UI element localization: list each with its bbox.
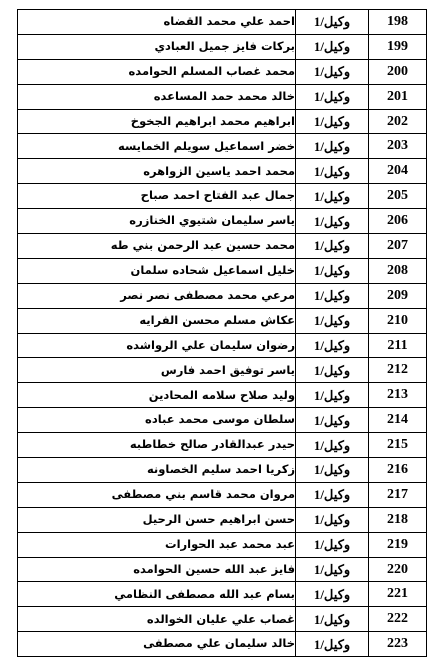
rank-text: وكيل/1 — [313, 288, 351, 304]
rank-text: وكيل/1 — [313, 213, 351, 229]
row-number-cell: 221 — [369, 582, 427, 607]
rank-cell — [296, 159, 369, 184]
table-row — [18, 84, 427, 109]
table-row — [18, 507, 427, 532]
name-cell: سلطان موسى محمد عباده — [18, 408, 296, 433]
name-cell: محمد احمد ياسين الزواهره — [18, 159, 296, 184]
row-number-cell: 207 — [369, 234, 427, 259]
rank-text: وكيل/1 — [313, 338, 351, 354]
table-row — [18, 458, 427, 483]
rank-text: وكيل/1 — [313, 138, 351, 154]
name-cell: زكريا احمد سليم الخصاونه — [18, 458, 296, 483]
table-row — [18, 557, 427, 582]
row-number-cell: 210 — [369, 308, 427, 333]
table-row — [18, 383, 427, 408]
rank-text: وكيل/1 — [313, 362, 351, 378]
rank-text: وكيل/1 — [313, 636, 351, 652]
rank-cell — [296, 333, 369, 358]
table-row — [18, 184, 427, 209]
name-cell: حيدر عبدالقادر صالح خطاطبه — [18, 433, 296, 458]
rank-text: وكيل/1 — [313, 263, 351, 279]
row-number-cell: 198 — [369, 10, 427, 35]
table-row — [18, 582, 427, 607]
name-cell: خالد محمد حمد المساعده — [18, 84, 296, 109]
row-number-cell: 222 — [369, 607, 427, 632]
name-cell: رضوان سليمان علي الرواشده — [18, 333, 296, 358]
name-cell: خضر اسماعيل سويلم الخمايسه — [18, 134, 296, 159]
row-number-cell: 215 — [369, 433, 427, 458]
table-row — [18, 482, 427, 507]
row-number-cell: 208 — [369, 258, 427, 283]
rank-cell — [296, 607, 369, 632]
row-number-cell: 220 — [369, 557, 427, 582]
rank-text: وكيل/1 — [313, 462, 351, 478]
rank-text: وكيل/1 — [313, 114, 351, 129]
row-number-cell: 205 — [369, 184, 427, 209]
row-number-cell: 216 — [369, 458, 427, 483]
rank-text: وكيل/1 — [313, 89, 351, 105]
row-number-cell: 219 — [369, 532, 427, 557]
table-row — [18, 532, 427, 557]
table-row — [18, 59, 427, 84]
name-cell: محمد غصاب المسلم الحوامده — [18, 59, 296, 84]
table-row — [18, 258, 427, 283]
table-row — [18, 632, 427, 657]
rank-text: وكيل/1 — [313, 611, 351, 627]
table-row — [18, 408, 427, 433]
row-number-cell: 209 — [369, 283, 427, 308]
row-number-cell: 202 — [369, 109, 427, 134]
personnel-table-body — [18, 10, 427, 657]
rank-cell — [296, 482, 369, 507]
table-row — [18, 283, 427, 308]
rank-cell — [296, 234, 369, 259]
name-cell: خليل اسماعيل شحاده سلمان — [18, 258, 296, 283]
rank-text: وكيل/1 — [313, 387, 351, 403]
personnel-table — [17, 9, 427, 657]
rank-cell — [296, 383, 369, 408]
name-cell: بركات فايز جميل العبادي — [18, 34, 296, 59]
name-cell: مرعي محمد مصطفى نصر نصر — [18, 283, 296, 308]
name-cell: ياسر سليمان شتيوي الخنازره — [18, 209, 296, 234]
rank-cell — [296, 10, 369, 35]
rank-cell — [296, 532, 369, 557]
row-number-cell: 203 — [369, 134, 427, 159]
table-row — [18, 34, 427, 59]
table-row — [18, 607, 427, 632]
table-row — [18, 308, 427, 333]
row-number-cell: 214 — [369, 408, 427, 433]
table-row — [18, 10, 427, 35]
row-number-cell: 211 — [369, 333, 427, 358]
rank-cell — [296, 458, 369, 483]
rank-text: وكيل/1 — [313, 238, 351, 254]
rank-text: وكيل/1 — [313, 562, 351, 578]
name-cell: جمال عبد الفتاح احمد صباح — [18, 184, 296, 209]
rank-text: وكيل/1 — [313, 188, 351, 204]
rank-text: وكيل/1 — [313, 437, 351, 453]
table-row — [18, 109, 427, 134]
name-cell: عكاش مسلم محسن الفرايه — [18, 308, 296, 333]
row-number-cell: 213 — [369, 383, 427, 408]
name-cell: ابراهيم محمد ابراهيم الجخوخ — [18, 109, 296, 134]
row-number-cell: 199 — [369, 34, 427, 59]
table-row — [18, 159, 427, 184]
rank-text: وكيل/1 — [313, 14, 351, 30]
rank-cell — [296, 408, 369, 433]
rank-cell — [296, 283, 369, 308]
rank-cell — [296, 557, 369, 582]
rank-cell — [296, 209, 369, 234]
rank-cell — [296, 582, 369, 607]
rank-text: وكيل/1 — [313, 487, 351, 503]
rank-cell — [296, 258, 369, 283]
rank-text: وكيل/1 — [313, 512, 351, 528]
table-row — [18, 333, 427, 358]
name-cell: مروان محمد قاسم بني مصطفى — [18, 482, 296, 507]
name-cell: خالد سليمان علي مصطفى — [18, 632, 296, 657]
name-cell: احمد علي محمد القضاه — [18, 10, 296, 35]
rank-cell — [296, 433, 369, 458]
name-cell: حسن ابراهيم حسن الرحيل — [18, 507, 296, 532]
row-number-cell: 204 — [369, 159, 427, 184]
rank-text: وكيل/1 — [313, 39, 351, 55]
table-row — [18, 234, 427, 259]
table-row — [18, 433, 427, 458]
rank-cell — [296, 34, 369, 59]
name-cell: عبد محمد عبد الحوارات — [18, 532, 296, 557]
name-cell: غصاب علي عليان الخوالده — [18, 607, 296, 632]
rank-cell — [296, 109, 369, 134]
rank-text: وكيل/1 — [313, 537, 351, 553]
name-cell: محمد حسين عبد الرحمن بني طه — [18, 234, 296, 259]
row-number-cell: 218 — [369, 507, 427, 532]
rank-cell — [296, 184, 369, 209]
rank-cell — [296, 358, 369, 383]
rank-text: وكيل/1 — [313, 313, 351, 329]
row-number-cell: 223 — [369, 632, 427, 657]
rank-cell — [296, 134, 369, 159]
table-row — [18, 358, 427, 383]
rank-text: وكيل/1 — [313, 64, 351, 80]
rank-cell — [296, 308, 369, 333]
row-number-cell: 217 — [369, 482, 427, 507]
table-row — [18, 134, 427, 159]
name-cell: ياسر توفيق احمد فارس — [18, 358, 296, 383]
row-number-cell: 201 — [369, 84, 427, 109]
row-number-cell: 206 — [369, 209, 427, 234]
rank-text: وكيل/1 — [313, 412, 351, 428]
name-cell: وليد صلاح سلامه المحادين — [18, 383, 296, 408]
rank-cell — [296, 507, 369, 532]
name-cell: فايز عبد الله حسين الحوامده — [18, 557, 296, 582]
rank-text: وكيل/1 — [313, 163, 351, 179]
row-number-cell: 212 — [369, 358, 427, 383]
rank-cell — [296, 632, 369, 657]
table-row — [18, 209, 427, 234]
row-number-cell: 200 — [369, 59, 427, 84]
rank-cell — [296, 84, 369, 109]
rank-text: وكيل/1 — [313, 586, 351, 602]
name-cell: بسام عبد الله مصطفى النظامي — [18, 582, 296, 607]
rank-cell — [296, 59, 369, 84]
